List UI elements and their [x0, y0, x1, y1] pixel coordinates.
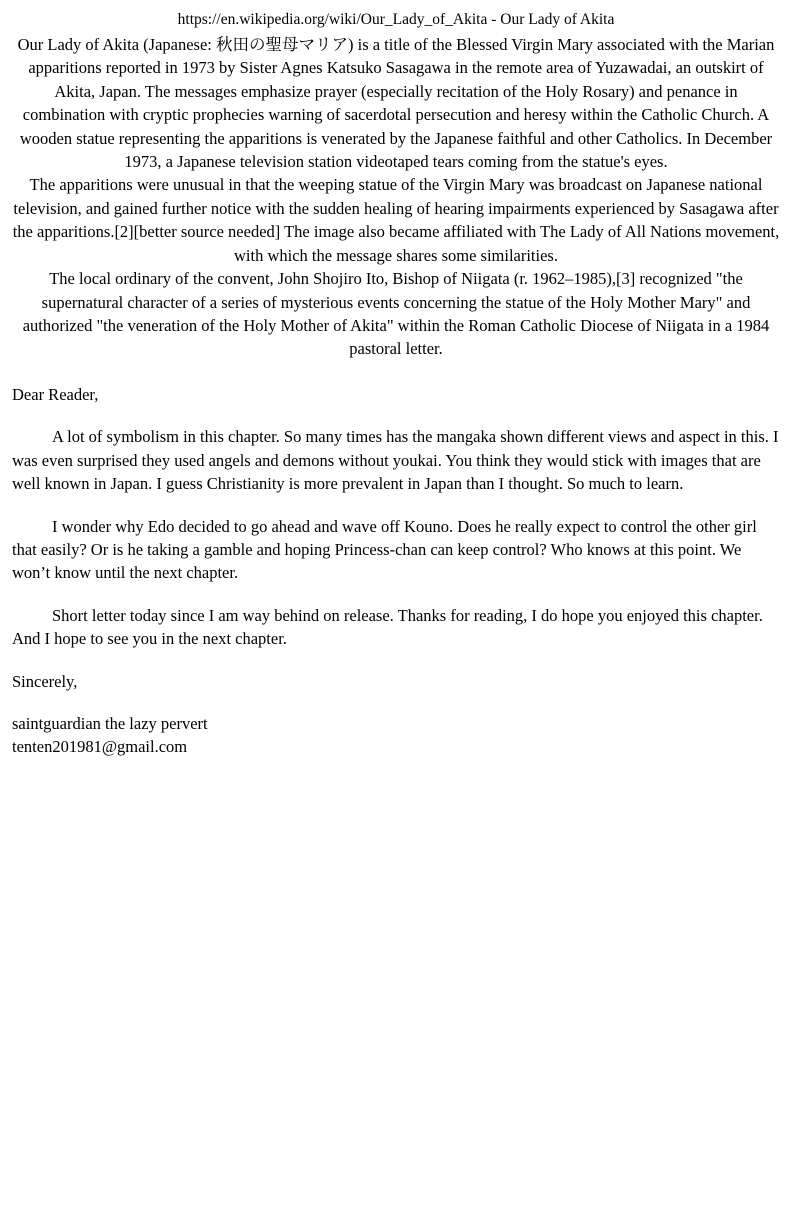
- article-intro: [12, 33, 780, 361]
- intro-paragraph-3: The local ordinary of the convent, John Shojiro Ito, Bishop of Niigata (r. 1962–1985),[3] recognized "the supernatural character of a series of mysterious events concerning the statue of the Holy Mother Mary" and authorized "the veneration of the Holy Mother of Akita" within the Roman Catholic Diocese of Niigata in a 1984 pastoral letter.: [22, 269, 770, 359]
- intro-paragraph-1: Our Lady of Akita (Japanese: 秋田の聖母マリア) is a title of the Blessed Virgin Mary associated with the Marian apparitions reported in 1973 by Sister Agnes Katsuko Sasagawa in the remote area of Yuzawadai, an outskirt of Akita, Japan. The messages emphasize prayer (especially recitation of the Holy Rosary) and penance in combination with cryptic prophecies warning of sacerdotal persecution and heresy within the Catholic Church. A wooden statue representing the apparitions is venerated by the Japanese faithful and other Catholics. In December 1973, a Japanese television station videotaped tears coming from the statue's eyes.: [17, 34, 775, 172]
- header-separator: -: [487, 11, 501, 28]
- signature-block: [12, 712, 780, 759]
- letter-paragraph-1: A lot of symbolism in this chapter. So many times has the mangaka shown different views and aspect in this. I was even surprised they used angels and demons without youkai. You think they would stick with images that are well known in Japan. I guess Christianity is more prevalent in Japan than I thought. So much to learn.: [12, 427, 779, 494]
- article-title: Our Lady of Akita: [500, 11, 615, 28]
- letter-paragraph-2: I wonder why Edo decided to go ahead and wave off Kouno. Does he really expect to control the other girl that easily? Or is he taking a gamble and hoping Princess-chan can keep control? Who knows at this point. We won’t know until the next chapter.: [12, 516, 757, 583]
- letter-paragraph-3: Short letter today since I am way behind on release. Thanks for reading, I do hope you enjoyed this chapter. And I hope to see you in the next chapter.: [12, 605, 763, 649]
- signature-name: saintguardian the lazy pervert: [12, 714, 208, 734]
- signature-email: tenten201981@gmail.com: [12, 737, 188, 757]
- letter-salutation: Dear Reader,: [12, 384, 99, 404]
- intro-paragraph-2: The apparitions were unusual in that the weeping statue of the Virgin Mary was broadcast on Japanese national television, and gained further notice with the sudden healing of hearing impairments experienced by Sasagawa after the apparitions.[2][better source needed] The image also became affiliated with The Lady of All Nations movement, with which the message shares some similarities.: [12, 175, 780, 265]
- letter-closing: Sincerely,: [12, 671, 78, 691]
- source-header: [12, 10, 780, 31]
- source-url: https://en.wikipedia.org/wiki/Our_Lady_of_Akita: [177, 11, 488, 28]
- translator-letter: [12, 383, 780, 759]
